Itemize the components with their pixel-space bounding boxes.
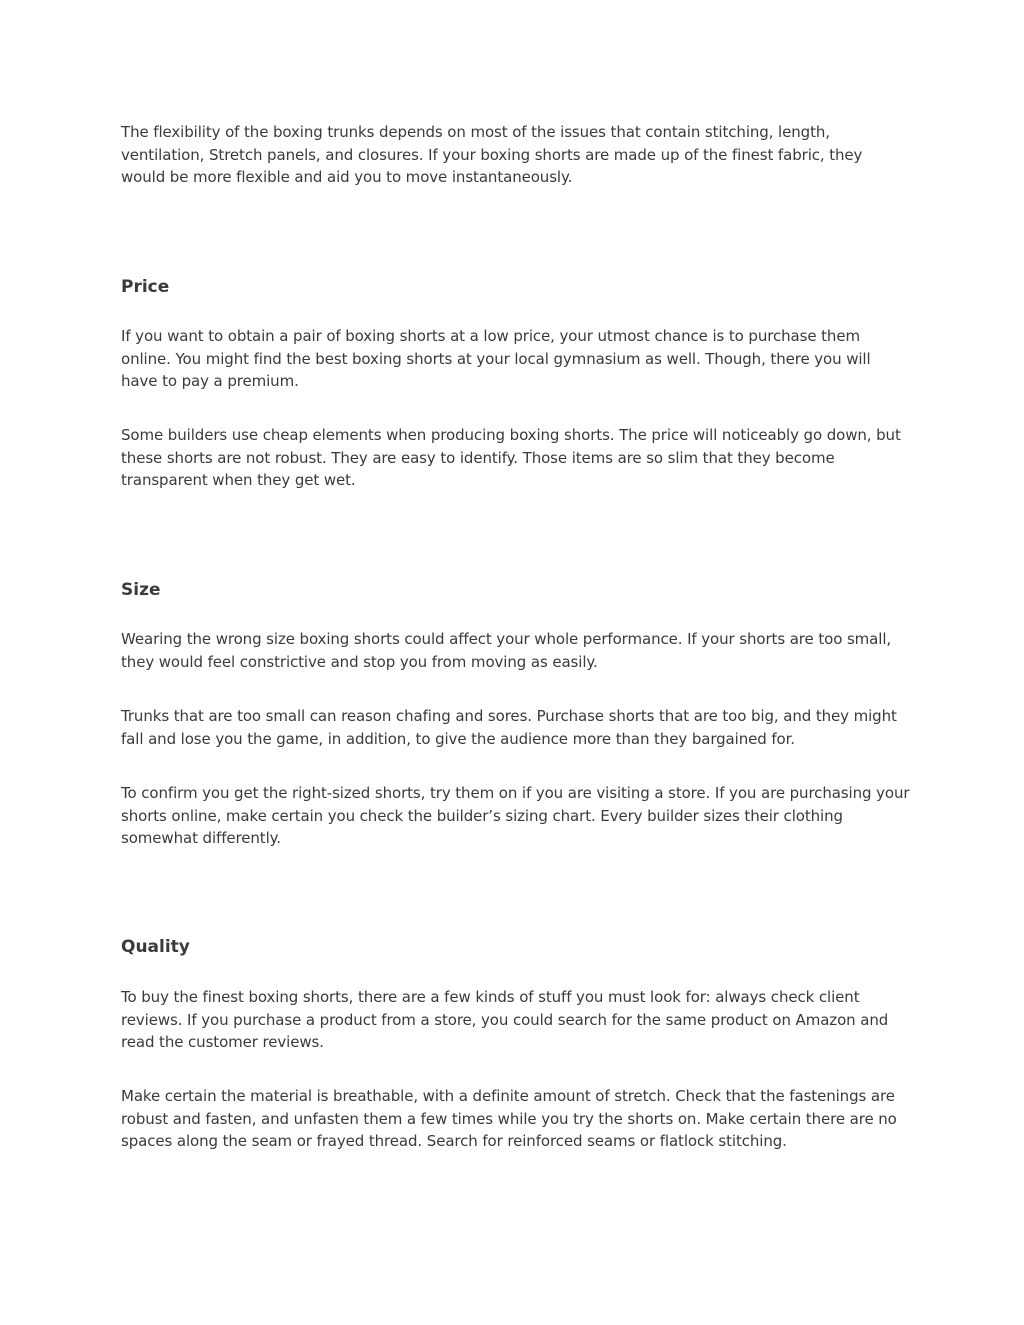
quality-paragraph-2: Make certain the material is breathable, with a definite amount of stretch. Check that the fastenings are robust and fasten, and unfasten them a few times while you try the shorts on. Make certain there are no spaces along the seam or frayed thread. Search for reinforced seams or flatlock stitching. (121, 1087, 897, 1150)
size-paragraph-2: Trunks that are too small can reason chafing and sores. Purchase shorts that are too big, and they might fall and lose you the game, in addition, to give the audience more than they bargained for. (121, 707, 897, 748)
size-heading: Size (121, 580, 161, 600)
size-paragraph-1: Wearing the wrong size boxing shorts could affect your whole performance. If your shorts are too small, they would feel constrictive and stop you from moving as easily. (121, 630, 892, 671)
price-paragraph-2: Some builders use cheap elements when producing boxing shorts. The price will noticeably go down, but these shorts are not robust. They are easy to identify. Those items are so slim that they become transparent when they get wet. (121, 426, 901, 489)
quality-heading: Quality (121, 937, 190, 957)
intro-paragraph: The flexibility of the boxing trunks depends on most of the issues that contain stitching, length, ventilation, Stretch panels, and closures. If your boxing shorts are made up of the finest fabric, they would be more flexible and aid you to move instantaneously. (121, 123, 863, 186)
price-heading: Price (121, 277, 170, 297)
size-paragraph-3: To confirm you get the right-sized shorts, try them on if you are visiting a store. If you are purchasing your shorts online, make certain you check the builder’s sizing chart. Every builder sizes their clothing somewhat differently. (121, 784, 910, 847)
price-paragraph-1: If you want to obtain a pair of boxing shorts at a low price, your utmost chance is to purchase them online. You might find the best boxing shorts at your local gymnasium as well. Though, there you will have to pay a premium. (121, 327, 871, 390)
quality-paragraph-1: To buy the finest boxing shorts, there are a few kinds of stuff you must look for: always check client reviews. If you purchase a product from a store, you could search for the same product on Amazon and read the customer reviews. (121, 988, 889, 1051)
